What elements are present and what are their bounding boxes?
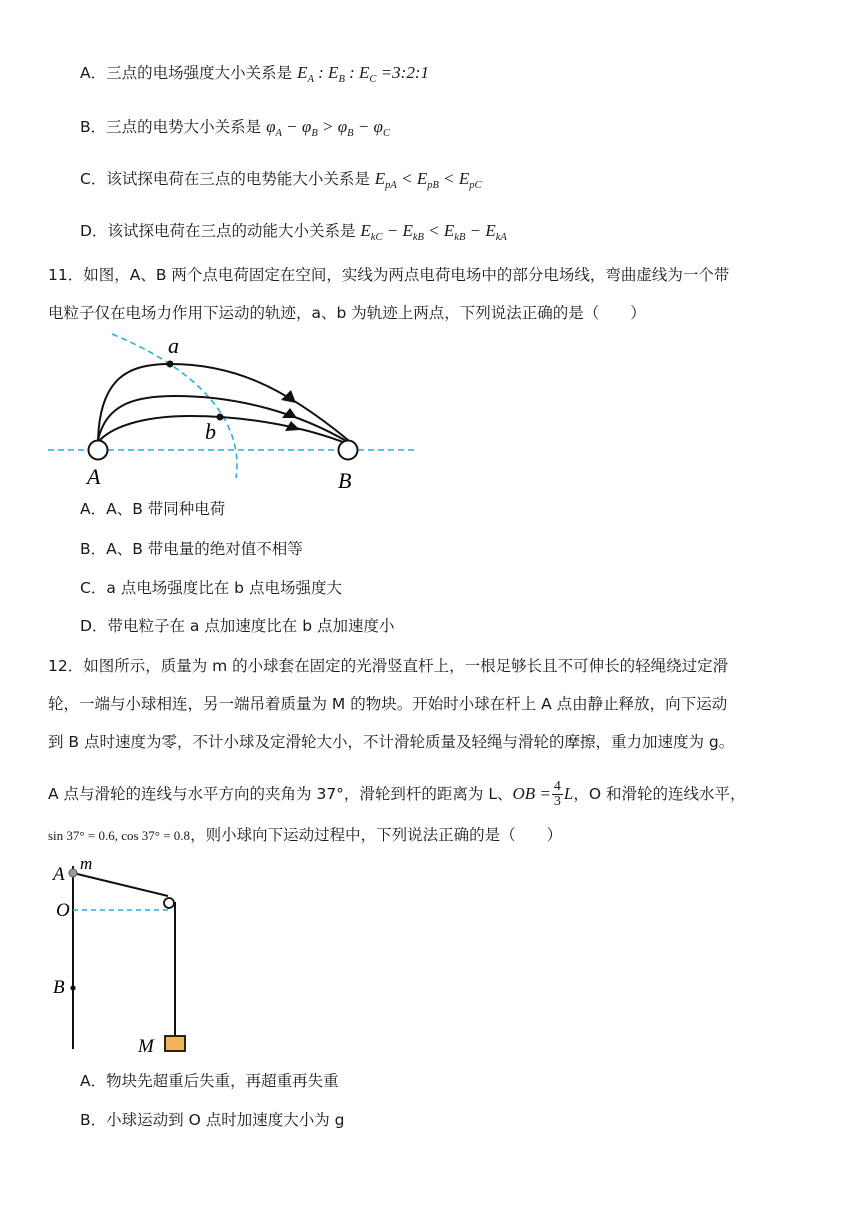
q11-label-b: b bbox=[205, 419, 216, 444]
q11-charge-B bbox=[339, 441, 358, 460]
q11-option-a: A．A、B 带同种电荷 bbox=[80, 500, 226, 518]
q11-point-b bbox=[217, 414, 224, 421]
q12-stem-line4: A 点与滑轮的连线与水平方向的夹角为 37°，滑轮到杆的距离为 L、OB = $\frac{4}{3}$ L，O 和滑轮的连线水平， bbox=[48, 779, 746, 809]
q11-option-c: C．a 点电场强度比在 b 点电场强度大 bbox=[80, 579, 342, 597]
q10-option-c: C．该试探电荷在三点的电势能大小关系是 $E_{pA} < E_{pB} < E_{pC}$ bbox=[80, 169, 482, 191]
q12-stem-line5: sin 37° = 0.6, cos 37° = 0.8，则小球向下运动过程中，下列说法正确的是（ ） bbox=[48, 826, 563, 844]
q11-label-a: a bbox=[168, 333, 179, 358]
q12-pulley bbox=[164, 898, 174, 908]
q12-label-O: O bbox=[56, 900, 70, 921]
q11-stem-line2: 电粒子仅在电场力作用下运动的轨迹，a、b 为轨迹上两点，下列说法正确的是（ ） bbox=[48, 304, 646, 322]
q11-option-d: D．带电粒子在 a 点加速度比在 b 点加速度小 bbox=[80, 617, 395, 635]
q12-stem-line3: 到 B 点时速度为零，不计小球及定滑轮大小，不计滑轮质量及轻绳与滑轮的摩擦，重力加速度为 g。 bbox=[48, 733, 735, 751]
q11-arrow-top bbox=[281, 390, 296, 403]
q11-field-line-top bbox=[98, 364, 348, 440]
q11-option-b: B．A、B 带电量的绝对值不相等 bbox=[80, 540, 303, 558]
q11-point-a bbox=[167, 361, 174, 368]
q12-stem-line2: 轮，一端与小球相连，另一端吊着质量为 M 的物块。开始时小球在杆上 A 点由静止释放，向下运动 bbox=[48, 695, 728, 713]
q12-label-M: M bbox=[138, 1036, 154, 1057]
q11-field-line-low bbox=[98, 416, 348, 444]
q10-option-a: A．三点的电场强度大小关系是 $E_A$ : $E_B$ : $E_C$ =3:2:1 bbox=[80, 63, 429, 85]
q11-figure bbox=[40, 326, 440, 496]
q11-field-line-mid bbox=[98, 396, 348, 442]
q12-option-b: B．小球运动到 O 点时加速度大小为 g bbox=[80, 1111, 345, 1129]
q12-label-m: m bbox=[80, 854, 93, 873]
q11-stem-line1: 11．如图，A、B 两个点电荷固定在空间，实线为两点电荷电场中的部分电场线，弯曲虚线为一个带 bbox=[48, 266, 730, 284]
q12-label-B: B bbox=[53, 977, 65, 998]
q12-stem-line1: 12．如图所示，质量为 m 的小球套在固定的光滑竖直杆上，一根足够长且不可伸长的轻绳绕过定滑 bbox=[48, 657, 729, 675]
q12-option-a: A．物块先超重后失重，再超重再失重 bbox=[80, 1072, 339, 1090]
q12-figure bbox=[40, 852, 210, 1057]
fraction-4-3: $\frac{4}{3}$ bbox=[553, 779, 561, 809]
q10-option-b: B．三点的电势大小关系是 $\varphi_A - \varphi_B > \varphi_B - \varphi_C$ bbox=[80, 117, 390, 139]
q12-rope-slant bbox=[73, 873, 168, 896]
q12-block-M bbox=[165, 1036, 185, 1051]
q12-label-A: A bbox=[53, 864, 65, 885]
q12-ball bbox=[69, 869, 77, 877]
q11-charge-A bbox=[89, 441, 108, 460]
q11-label-B: B bbox=[338, 468, 352, 493]
q12-point-B bbox=[70, 985, 75, 990]
q10-option-d: D．该试探电荷在三点的动能大小关系是 $E_{kC} - E_{kB} < E_{kB} - E_{kA}$ bbox=[80, 221, 507, 243]
q11-label-A: A bbox=[87, 464, 101, 489]
